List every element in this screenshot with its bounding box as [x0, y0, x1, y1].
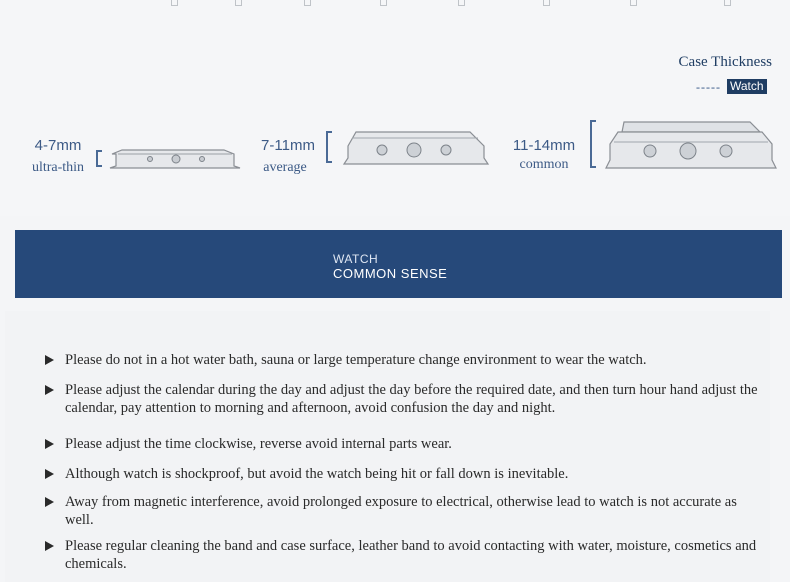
- ruler-tick: [543, 0, 550, 6]
- case-thickness-dashes: -----: [696, 80, 721, 94]
- triangle-bullet-icon: [45, 355, 54, 365]
- triangle-bullet-icon: [45, 497, 54, 507]
- case-thickness-panel: [0, 0, 790, 216]
- case-thickness-title: Case Thickness: [678, 54, 772, 70]
- list-item: Although watch is shockproof, but avoid the watch being hit or fall down is inevitable.: [45, 465, 765, 483]
- list-item: Please adjust the time clockwise, reverse avoid internal parts wear.: [45, 435, 765, 453]
- size-range-common: 11-14mm: [512, 137, 576, 154]
- triangle-bullet-icon: [45, 469, 54, 479]
- common-watch-icon: [602, 118, 780, 172]
- care-notes-list: [5, 311, 770, 582]
- triangle-bullet-icon: [45, 541, 54, 551]
- list-item: Please regular cleaning the band and case surface, leather band to avoid contacting with water, moisture, cosmetics and chemicals.: [45, 537, 765, 573]
- list-item: Please do not in a hot water bath, sauna or large temperature change environment to wear the watch.: [45, 351, 765, 369]
- common-sense-banner: [15, 230, 782, 298]
- size-label-average: average: [263, 160, 307, 175]
- thickness-bracket: [590, 120, 596, 168]
- average-watch-icon: [338, 128, 492, 168]
- triangle-bullet-icon: [45, 439, 54, 449]
- ruler-tick: [724, 0, 731, 6]
- list-item: Away from magnetic interference, avoid prolonged exposure to electrical, otherwise lead to watch is not accurate as well.: [45, 493, 765, 529]
- thickness-bracket: [96, 150, 102, 167]
- triangle-bullet-icon: [45, 385, 54, 395]
- size-range-ultra-thin: 4-7mm: [34, 137, 82, 154]
- ruler-tick: [458, 0, 465, 6]
- ruler-tick: [235, 0, 242, 6]
- ultra-thin-watch-icon: [106, 148, 244, 170]
- ruler-tick: [380, 0, 387, 6]
- size-label-common: common: [519, 157, 569, 172]
- banner-title-line2: COMMON SENSE: [333, 266, 448, 281]
- banner-title-line1: WATCH: [333, 252, 379, 266]
- list-item: Please adjust the calendar during the day and adjust the day before the required date, and then turn hour hand adjust the calendar, pay attention to morning and afternoon, avoid confusion the day and night.: [45, 381, 765, 417]
- size-label-ultra-thin: ultra-thin: [31, 160, 85, 175]
- watch-badge: Watch: [727, 79, 767, 94]
- ruler-tick: [171, 0, 178, 6]
- size-range-average: 7-11mm: [261, 137, 315, 154]
- thickness-bracket: [326, 131, 332, 163]
- ruler-tick: [630, 0, 637, 6]
- ruler-tick: [304, 0, 311, 6]
